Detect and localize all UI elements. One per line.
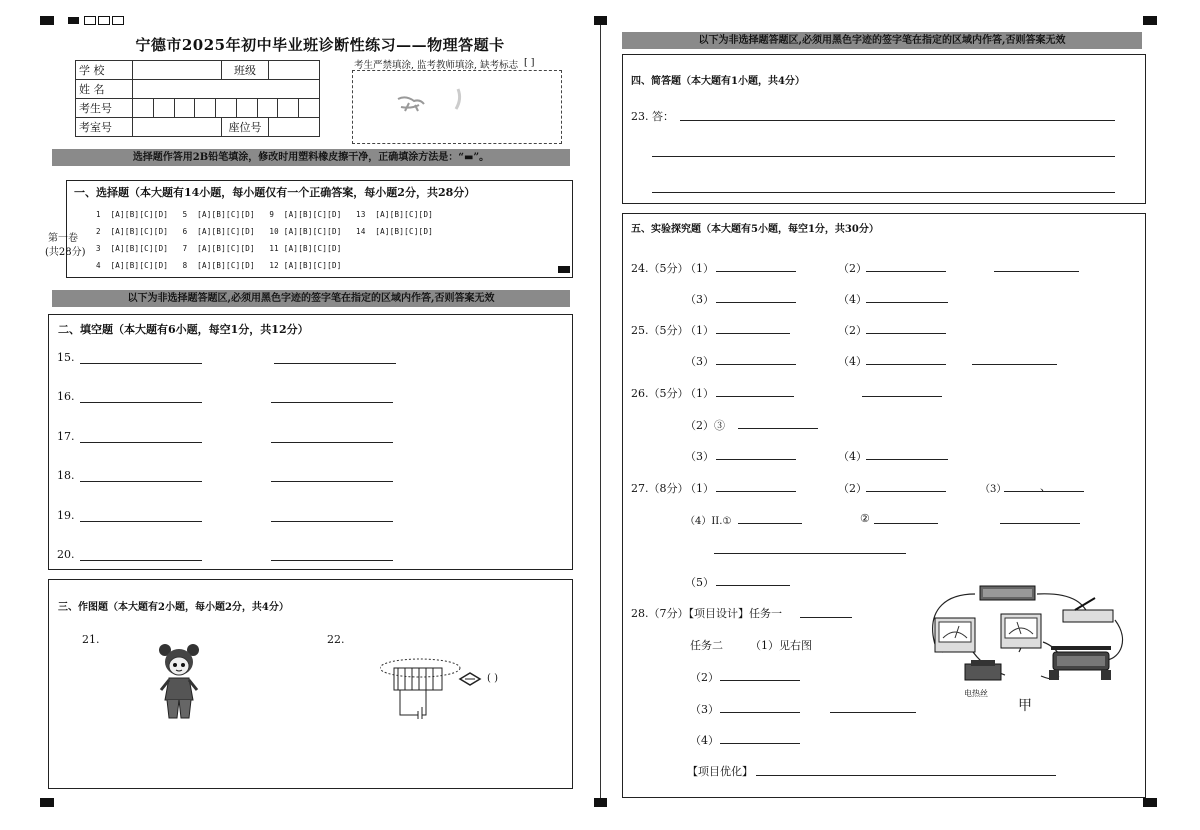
- part-label: （4）: [838, 293, 867, 306]
- registration-mark: [1143, 16, 1157, 25]
- answer-line[interactable]: [830, 712, 916, 713]
- absent-mark-bracket[interactable]: [ ]: [524, 57, 535, 68]
- question-17-label: 17.: [57, 430, 75, 443]
- part-label: （2）: [838, 262, 867, 275]
- part-label: （4）: [838, 355, 867, 368]
- part-label: （3）: [685, 293, 714, 306]
- separator-comma: 、: [1040, 480, 1051, 493]
- question-24-label: 24.（5分）: [631, 262, 689, 275]
- part-label: （3）: [980, 484, 1007, 495]
- seat-no-field[interactable]: [269, 118, 320, 137]
- registration-mark: [1143, 798, 1157, 807]
- question-18-label: 18.: [57, 469, 75, 482]
- question-27-label: 27.（8分）: [631, 482, 689, 495]
- question-26-label: 26.（5分）: [631, 387, 689, 400]
- section-drawing-title: 三、作图题（本大题有2小题，每小题2分，共4分）: [58, 602, 289, 613]
- answer-line[interactable]: [716, 333, 790, 334]
- name-field[interactable]: [133, 80, 320, 99]
- room-no-field[interactable]: [133, 118, 222, 137]
- nonchoice-banner-right: 以下为非选择题答题区,必须用黑色字迹的签字笔在指定的区域内作答,否则答案无效: [622, 32, 1142, 49]
- part-label: （3）: [685, 450, 714, 463]
- barcode-sticker-area: [352, 70, 562, 144]
- task2-label: 任务二: [690, 639, 723, 652]
- answer-line[interactable]: [738, 428, 818, 429]
- student-info-table: [75, 60, 320, 137]
- answer-line[interactable]: [80, 560, 202, 561]
- smudge-icon: [353, 71, 561, 143]
- part-label: （1）: [685, 482, 714, 495]
- section-experiment-title: 五、实验探究题（本大题有5小题，每空1分，共30分）: [631, 224, 879, 235]
- part-label: （1）: [685, 387, 714, 400]
- circuit-diagram-icon: [925, 580, 1130, 705]
- heating-wire-label: 电热丝: [964, 689, 988, 698]
- registration-square: [98, 16, 110, 25]
- question-15-label: 15.: [57, 351, 75, 364]
- answer-line[interactable]: [738, 523, 802, 524]
- part-label: （2）③: [685, 419, 725, 432]
- compass-bracket[interactable]: ( ): [487, 673, 498, 684]
- question-28-label: 28.（7分）【项目设计】任务一: [631, 607, 782, 620]
- answer-line[interactable]: [271, 402, 393, 403]
- answer-line[interactable]: [994, 271, 1079, 272]
- question-25-label: 25.（5分）: [631, 324, 689, 337]
- answer-line[interactable]: [80, 521, 202, 522]
- answer-line[interactable]: [714, 553, 906, 554]
- room-no-label: 考室号: [76, 118, 133, 137]
- class-label: 班级: [222, 61, 269, 80]
- school-label: 学 校: [76, 61, 133, 80]
- answer-line[interactable]: [866, 491, 946, 492]
- choice-row[interactable]: 3 [A][B][C][D] 7 [A][B][C][D] 11 [A][B][C][D]: [96, 244, 342, 253]
- part-label: （2）: [838, 482, 867, 495]
- part-label: （2）: [838, 324, 867, 337]
- answer-line[interactable]: [866, 302, 948, 303]
- answer-line[interactable]: [274, 363, 396, 364]
- absent-notice: 考生严禁填涂, 监考教师填涂, 缺考标志: [354, 60, 519, 71]
- answer-line[interactable]: [862, 396, 942, 397]
- page-title: 宁德市2025年初中毕业班诊断性练习——物理答题卡: [135, 36, 505, 54]
- registration-mark: [40, 16, 54, 25]
- answer-line[interactable]: [1000, 523, 1080, 524]
- choice-row[interactable]: 1 [A][B][C][D] 5 [A][B][C][D] 9 [A][B][C][D] 13 [A][B][C][D]: [96, 210, 434, 219]
- answer-line[interactable]: [800, 617, 852, 618]
- answer-line[interactable]: [866, 459, 948, 460]
- choice-row[interactable]: 2 [A][B][C][D] 6 [A][B][C][D] 10 [A][B][C][D] 14 [A][B][C][D]: [96, 227, 434, 236]
- question-22-label: 22.: [327, 633, 345, 646]
- answer-line[interactable]: [652, 192, 1115, 193]
- part-label: （4）II.①: [685, 516, 732, 527]
- volume-score-label: (共28分): [45, 247, 86, 258]
- answer-line[interactable]: [720, 680, 800, 681]
- answer-line[interactable]: [80, 442, 202, 443]
- project-optimize-label: 【项目优化】: [687, 765, 753, 778]
- task2-part1-label: （1）见右图: [750, 639, 812, 652]
- figure-label: 甲: [1018, 698, 1032, 714]
- answer-line[interactable]: [271, 442, 393, 443]
- registration-square: [84, 16, 96, 25]
- answer-line[interactable]: [972, 364, 1057, 365]
- answer-line[interactable]: [271, 560, 393, 561]
- answer-line[interactable]: [716, 396, 794, 397]
- section-choice-title: 一、选择题（本大题有14小题，每小题仅有一个正确答案，每小题2分，共28分）: [74, 186, 476, 199]
- page-divider: [600, 25, 601, 798]
- answer-line[interactable]: [756, 775, 1056, 776]
- nonchoice-banner-left: 以下为非选择题答题区,必须用黑色字迹的签字笔在指定的区域内作答,否则答案无效: [52, 290, 570, 307]
- answer-line[interactable]: [716, 302, 796, 303]
- answer-line[interactable]: [271, 521, 393, 522]
- section-fill-blank-title: 二、填空题（本大题有6小题，每空1分，共12分）: [58, 323, 309, 336]
- answer-line[interactable]: [80, 363, 202, 364]
- answer-line[interactable]: [866, 271, 946, 272]
- part-label: （3）: [685, 355, 714, 368]
- seat-no-label: 座位号: [222, 118, 269, 137]
- part-label: （1）: [685, 262, 714, 275]
- section-short-answer-title: 四、简答题（本大题有1小题，共4分）: [631, 76, 805, 87]
- question-20-label: 20.: [57, 548, 75, 561]
- school-field[interactable]: [133, 61, 222, 80]
- exam-no-field[interactable]: [133, 99, 320, 118]
- answer-line[interactable]: [80, 481, 202, 482]
- question-21-label: 21.: [82, 633, 100, 646]
- question-16-label: 16.: [57, 390, 75, 403]
- answer-line[interactable]: [80, 402, 202, 403]
- volume-label: 第一卷: [48, 233, 78, 244]
- registration-mark: [594, 798, 607, 807]
- registration-mark: [68, 17, 79, 24]
- answer-line[interactable]: [652, 156, 1115, 157]
- part-label: （4）: [838, 450, 867, 463]
- choice-instruction-banner: 选择题作答用2B铅笔填涂，修改时用塑料橡皮擦干净，正确填涂方法是：“▬”。: [52, 149, 570, 166]
- part-label: （3）: [690, 703, 719, 716]
- answer-line[interactable]: [716, 459, 796, 460]
- answer-line[interactable]: [680, 120, 1115, 121]
- exam-no-label: 考生号: [76, 99, 133, 118]
- solenoid-circuit-icon: [380, 655, 520, 720]
- part-label: （1）: [685, 324, 714, 337]
- answer-line[interactable]: [866, 333, 946, 334]
- question-23-label: 23. 答：: [631, 110, 674, 123]
- answer-line[interactable]: [271, 481, 393, 482]
- choice-row[interactable]: 4 [A][B][C][D] 8 [A][B][C][D] 12 [A][B][C][D]: [96, 261, 342, 270]
- answer-line[interactable]: [874, 523, 938, 524]
- registration-square: [112, 16, 124, 25]
- registration-mark: [594, 16, 607, 25]
- name-label: 姓 名: [76, 80, 133, 99]
- answer-line[interactable]: [720, 743, 800, 744]
- part-label: （4）: [690, 734, 719, 747]
- registration-mark: [40, 798, 54, 807]
- answer-line[interactable]: [716, 364, 796, 365]
- answer-line[interactable]: [716, 271, 796, 272]
- answer-line[interactable]: [716, 585, 790, 586]
- part-label: （5）: [685, 576, 714, 589]
- answer-line[interactable]: [716, 491, 796, 492]
- part-label: ②: [860, 512, 870, 525]
- answer-line[interactable]: [720, 712, 800, 713]
- cartoon-figure-icon: [155, 640, 203, 730]
- answer-line[interactable]: [866, 364, 946, 365]
- part-label: （2）: [690, 671, 719, 684]
- question-19-label: 19.: [57, 509, 75, 522]
- class-field[interactable]: [269, 61, 320, 80]
